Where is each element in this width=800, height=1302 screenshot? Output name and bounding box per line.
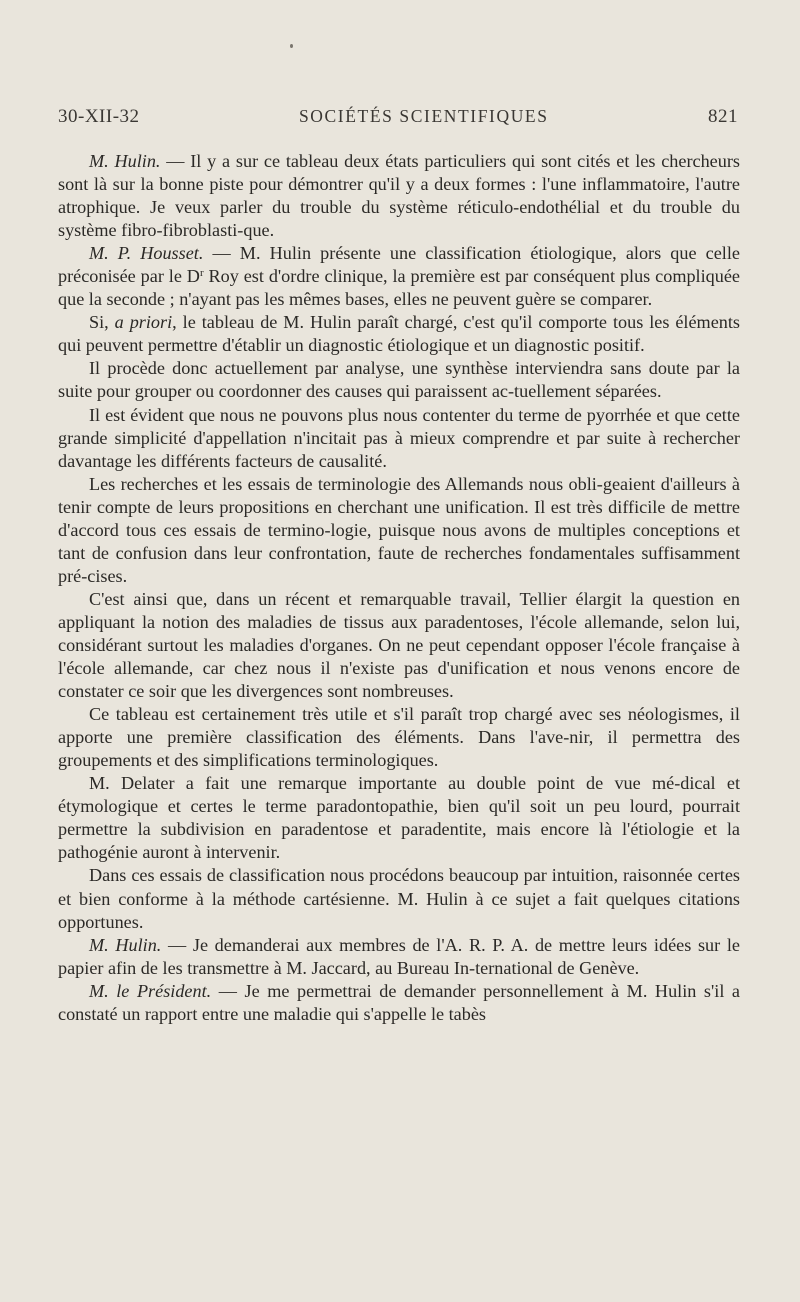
ink-speck xyxy=(290,44,293,48)
paragraph-text: — M. Hulin présente une classification étiologique, alors que celle préconisée par le D xyxy=(58,243,740,287)
speaker-name: M. Hulin. xyxy=(89,934,162,955)
paragraph: Ce tableau est certainement très utile et s'il paraît trop chargé avec ses néologismes, il apporte une première classification des éléments. Dans l'ave-nir, il permettra des groupements et des simplifications terminologiques. xyxy=(58,704,740,771)
header-title: SOCIÉTÉS SCIENTIFIQUES xyxy=(298,106,549,126)
speaker-name: M. P. Housset. xyxy=(89,243,204,264)
italic-phrase: a priori xyxy=(114,312,173,333)
paragraph: Il procède donc actuellement par analyse, une synthèse interviendra sans doute par la suite pour grouper ou coordonner des causes qui paraissent ac-tuellement séparées. xyxy=(58,358,740,402)
paragraph-text: — Je demanderai aux membres de l'A. R. P. A. de mettre leurs idées sur le papier afin de les transmettre à M. Jaccard, au Bureau In-ternational de Genève. xyxy=(58,934,740,978)
paragraph-text: — Je me permettrai de demander personnellement à M. Hulin s'il a constaté un rapport entre une maladie qui s'appelle le tabès xyxy=(58,980,741,1024)
paragraph: Les recherches et les essais de terminologie des Allemands nous obli-geaient d'ailleurs à tenir compte de leurs propositions en cherchant une unification. Il est très difficile de mettre d'accord tous ces essais de termino-logie, puisque nous avons de multiples conceptions et tant de confusion dans leur confrontation, faute de recherches fondamentales suffisamment pré-cises. xyxy=(58,473,740,586)
paragraph-text: Si, xyxy=(89,312,115,333)
paragraph: Dans ces essais de classification nous procédons beaucoup par intuition, raisonnée certes et bien conforme à la méthode cartésienne. M. Hulin à ce sujet a fait quelques citations opportunes. xyxy=(58,865,740,932)
paragraph xyxy=(58,934,740,980)
paragraph: C'est ainsi que, dans un récent et remarquable travail, Tellier élargit la question en appliquant la notion des maladies de tissus aux paradentoses, l'école allemande, selon lui, considérant surtout les maladies d'organes. On ne peut cependant opposer l'école française à l'école allemande, car chez nous il n'existe pas d'unification et nous venons encore de constater ce soir que les divergences sont nombreuses. xyxy=(58,588,740,702)
paragraph-text: , le tableau de M. Hulin paraît chargé, c'est qu'il comporte tous les éléments qui peuvent permettre d'établir un diagnostic étiologique et un diagnostic positif. xyxy=(58,312,741,356)
paragraph-text: Roy est d'ordre clinique, la première est par conséquent plus compliquée que la seconde ; n'ayant pas les mêmes bases, elles ne peuvent guère se comparer. xyxy=(58,266,740,310)
header-date: 30-XII-32 xyxy=(58,106,140,127)
paragraph xyxy=(58,242,740,311)
page-body xyxy=(58,150,740,1026)
speaker-name: M. Hulin. xyxy=(89,151,161,171)
paragraph-text: — Il y a sur ce tableau deux états particuliers qui sont cités et les chercheurs sont là sur la bonne piste pour démontrer qu'il y a deux formes : l'une inflammatoire, l'autre atrophique. Je veux parler du trouble du système réticulo-endothélial et du trouble du système fibro-fibroblasti-que. xyxy=(58,151,740,241)
paragraph xyxy=(58,150,740,242)
paragraph: M. Delater a fait une remarque importante au double point de vue mé-dical et étymologique et certes le terme paradontopathie, bien qu'il soit un peu lourd, pourrait permettre la subdivision en paradentose et paradentite, mais encore là l'étiologie et la pathogénie auront à intervenir. xyxy=(58,773,740,863)
paragraph xyxy=(58,980,740,1026)
paragraph xyxy=(58,311,740,357)
running-header xyxy=(58,106,738,128)
paragraph: Il est évident que nous ne pouvons plus nous contenter du terme de pyorrhée et que cette grande simplicité d'appellation n'incitait pas à mieux comprendre et par suite à rechercher davantage les différents facteurs de causalité. xyxy=(58,404,740,471)
page-number: 821 xyxy=(708,106,738,127)
superscript: r xyxy=(199,267,204,280)
speaker-name: M. le Président. xyxy=(89,980,212,1001)
